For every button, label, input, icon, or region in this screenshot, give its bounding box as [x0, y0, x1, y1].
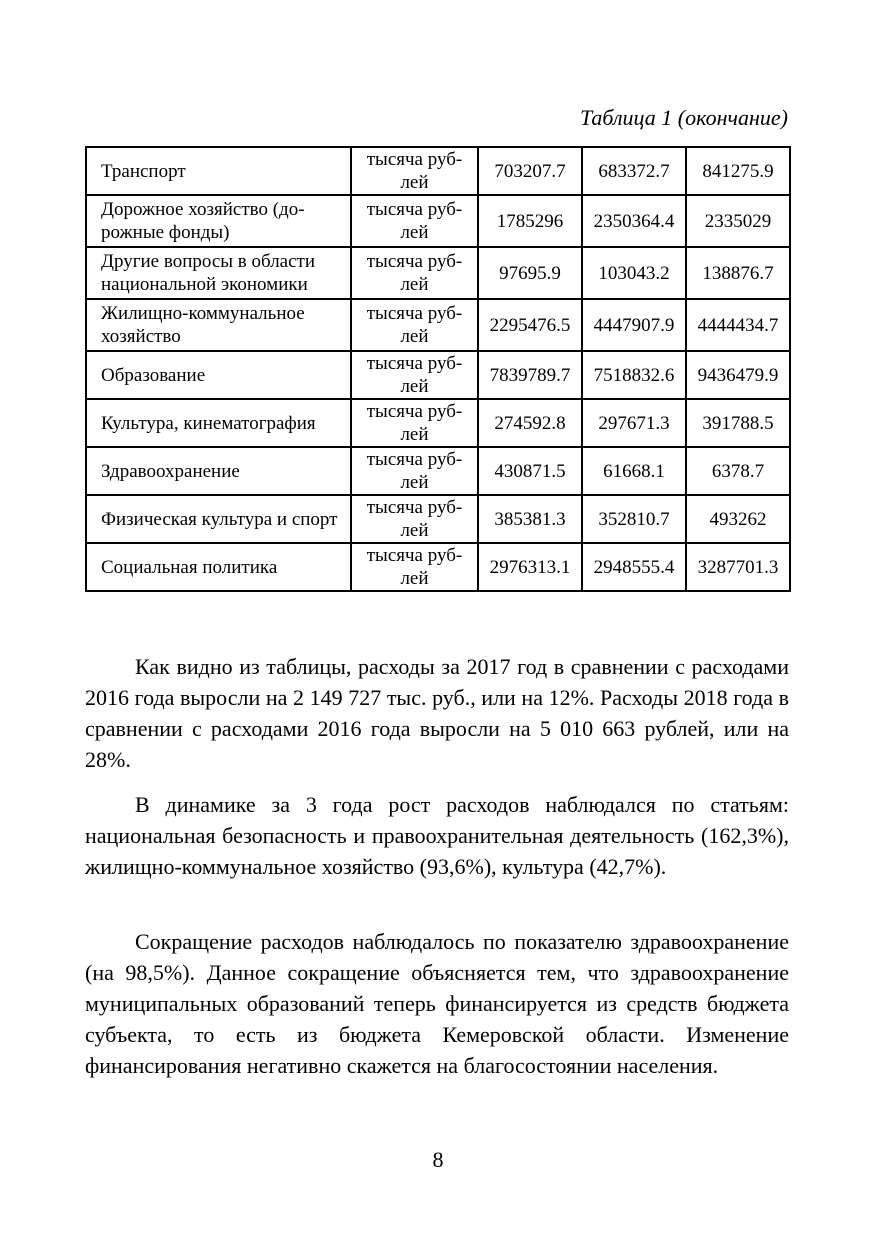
row-value-2018: 9436479.9	[686, 351, 790, 399]
page-number: 8	[432, 1147, 444, 1172]
paragraph-expense-growth: Как видно из таблицы, расходы за 2017 год в сравнении с расходами 2016 года выросли на 2 149 727 тыс. руб., или на 12%. Расходы 2018 года в сравнении с расходами 2016 года выросли на 5 010 663 рублей, или на 28%.	[85, 654, 789, 772]
expenses-table	[85, 146, 791, 592]
table-row	[86, 247, 790, 299]
row-name-cell: Социальная политика	[86, 543, 351, 591]
table-row	[86, 351, 790, 399]
unit-line: лей	[400, 424, 429, 445]
row-unit-cell	[351, 351, 478, 399]
row-name-cell: Образование	[86, 351, 351, 399]
table-row	[86, 447, 790, 495]
row-value-2017: 4447907.9	[582, 299, 686, 351]
row-value-2017: 2350364.4	[582, 195, 686, 247]
row-value-2016: 2976313.1	[478, 543, 582, 591]
row-value-2017: 683372.7	[582, 147, 686, 195]
unit-line: тысяча руб-	[366, 149, 463, 170]
row-value-2017: 2948555.4	[582, 543, 686, 591]
row-value-2016: 1785296	[478, 195, 582, 247]
row-value-2017: 7518832.6	[582, 351, 686, 399]
row-value-2018: 4444434.7	[686, 299, 790, 351]
unit-line: лей	[400, 222, 429, 243]
unit-line: тысяча руб-	[366, 401, 463, 422]
row-name-cell: Культура, кинематография	[86, 399, 351, 447]
paragraph-dynamics: В динамике за 3 года рост расходов наблюдался по статьям: национальная безопасность и правоохранительная деятельность (162,3%), жилищно-коммунальное хозяйство (93,6%), культура (42,7%).	[85, 792, 789, 879]
row-value-2017: 61668.1	[582, 447, 686, 495]
table-row	[86, 195, 790, 247]
row-value-2017: 352810.7	[582, 495, 686, 543]
row-unit-cell	[351, 147, 478, 195]
row-unit-cell	[351, 543, 478, 591]
row-value-2018: 493262	[686, 495, 790, 543]
table-row	[86, 299, 790, 351]
unit-line: лей	[400, 568, 429, 589]
row-value-2018: 3287701.3	[686, 543, 790, 591]
unit-line: лей	[400, 520, 429, 541]
row-value-2018: 2335029	[686, 195, 790, 247]
table-row	[86, 399, 790, 447]
row-value-2018: 391788.5	[686, 399, 790, 447]
unit-line: тысяча руб-	[366, 449, 463, 470]
unit-line: тысяча руб-	[366, 199, 463, 220]
row-unit-cell	[351, 195, 478, 247]
row-value-2016: 97695.9	[478, 247, 582, 299]
row-name-cell: Здравоохранение	[86, 447, 351, 495]
row-value-2018: 138876.7	[686, 247, 790, 299]
unit-line: лей	[400, 376, 429, 397]
table-row	[86, 147, 790, 195]
row-unit-cell	[351, 247, 478, 299]
row-value-2017: 103043.2	[582, 247, 686, 299]
row-value-2016: 430871.5	[478, 447, 582, 495]
row-value-2017: 297671.3	[582, 399, 686, 447]
unit-line: тысяча руб-	[366, 545, 463, 566]
table-row	[86, 543, 790, 591]
row-value-2016: 2295476.5	[478, 299, 582, 351]
unit-line: тысяча руб-	[366, 303, 463, 324]
table-row	[86, 495, 790, 543]
row-value-2016: 7839789.7	[478, 351, 582, 399]
row-value-2016: 385381.3	[478, 495, 582, 543]
unit-line: лей	[400, 172, 429, 193]
row-unit-cell	[351, 447, 478, 495]
unit-line: лей	[400, 326, 429, 347]
row-value-2016: 274592.8	[478, 399, 582, 447]
unit-line: тысяча руб-	[366, 251, 463, 272]
row-name-cell: Дорожное хозяйство (до-рожные фонды)	[86, 195, 351, 247]
row-unit-cell	[351, 399, 478, 447]
unit-line: лей	[400, 472, 429, 493]
paragraph-reduction: Сокращение расходов наблюдалось по показателю здравоохранение (на 98,5%). Данное сокращение объясняется тем, что здравоохранение муниципальных образований теперь финансируется из средств бюджета субъекта, то есть из бюджета Кемеровской области. Изменение финансирования негативно скажется на благосостоянии населения.	[85, 929, 789, 1078]
row-name-cell: Жилищно-коммунальное хозяйство	[86, 299, 351, 351]
unit-line: лей	[400, 274, 429, 295]
unit-line: тысяча руб-	[366, 353, 463, 374]
row-name-cell: Другие вопросы в области национальной экономики	[86, 247, 351, 299]
row-name-cell: Физическая культура и спорт	[86, 495, 351, 543]
row-value-2016: 703207.7	[478, 147, 582, 195]
table-caption: Таблица 1 (окончание)	[579, 105, 788, 130]
expenses-table-body	[86, 147, 790, 591]
row-unit-cell	[351, 299, 478, 351]
row-value-2018: 6378.7	[686, 447, 790, 495]
row-value-2018: 841275.9	[686, 147, 790, 195]
row-name-cell: Транспорт	[86, 147, 351, 195]
row-unit-cell	[351, 495, 478, 543]
unit-line: тысяча руб-	[366, 497, 463, 518]
